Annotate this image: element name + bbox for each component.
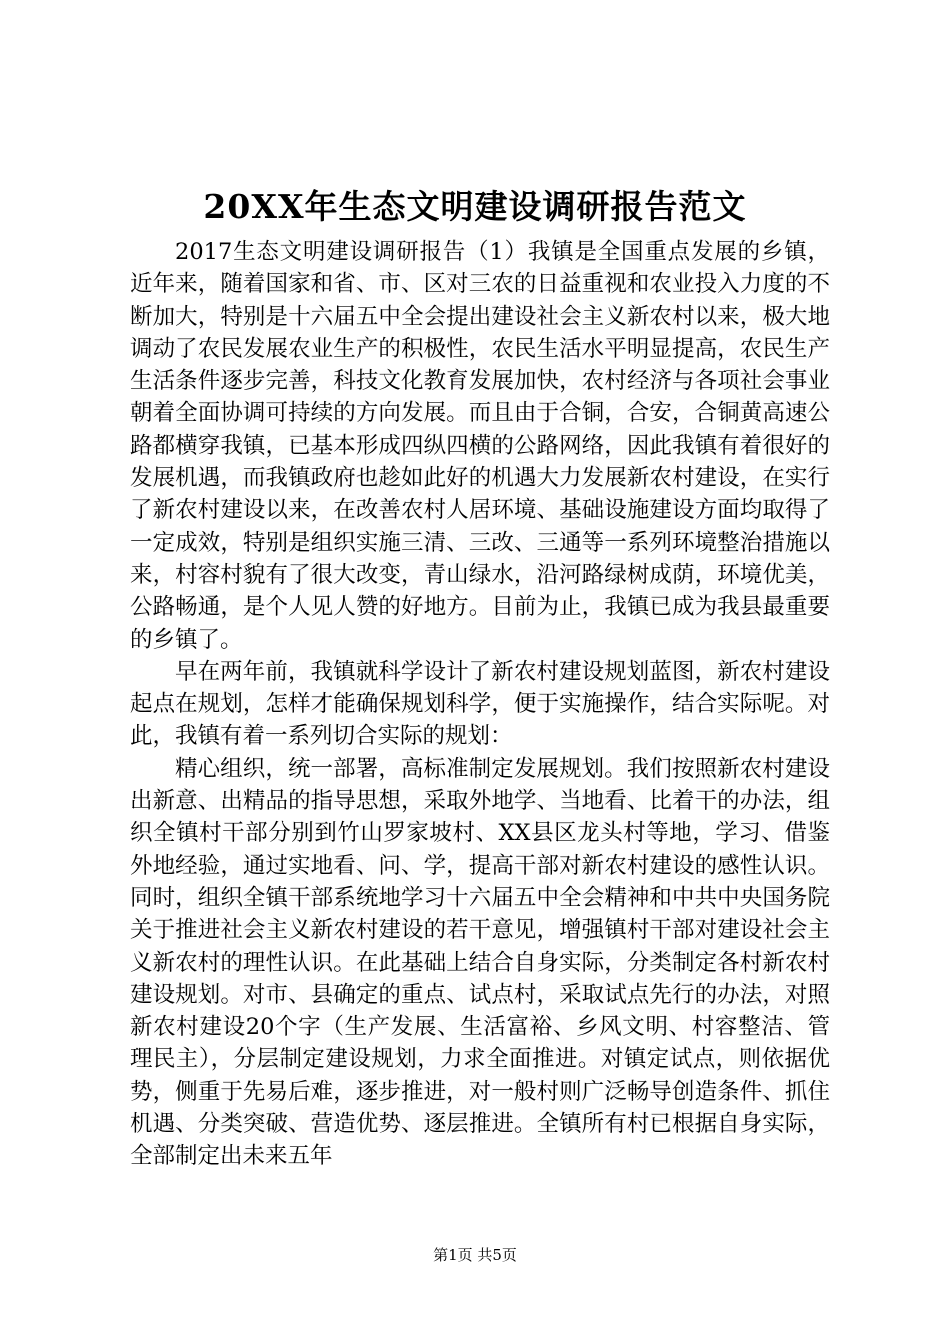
document-body [130,236,830,1173]
paragraph-2: 早在两年前，我镇就科学设计了新农村建设规划蓝图，新农村建设起点在规划，怎样才能确保规划科学，便于实施操作，结合实际呢。对此，我镇有着一系列切合实际的规划： [130,658,830,750]
paragraph-3: 精心组织，统一部署，高标准制定发展规划。我们按照新农村建设出新意、出精品的指导思想，采取外地学、当地看、比着干的办法，组织全镇村干部分别到竹山罗家坡村、XX县区龙头村等地，学习、借鉴外地经验，通过实地看、问、学，提高干部对新农村建设的感性认识。同时，组织全镇干部系统地学习十六届五中全会精神和中共中央国务院关于推进社会主义新农村建设的若干意见，增强镇村干部对建设社会主义新农村的理性认识。在此基础上结合自身实际，分类制定各村新农村建设规划。对市、县确定的重点、试点村，采取试点先行的办法，对照新农村建设20个字（生产发展、生活富裕、乡风文明、村容整洁、管理民主），分层制定建设规划，力求全面推进。对镇定试点，则依据优势，侧重于先易后难，逐步推进，对一般村则广泛畅导创造条件、抓住机遇、分类突破、营造优势、逐层推进。全镇所有村已根据自身实际，全部制定出未来五年 [130,755,830,1170]
paragraph-1: 2017生态文明建设调研报告（1）我镇是全国重点发展的乡镇，近年来，随着国家和省、市、区对三农的日益重视和农业投入力度的不断加大，特别是十六届五中全会提出建设社会主义新农村以来，极大地调动了农民发展农业生产的积极性，农民生活水平明显提高，农民生产生活条件逐步完善，科技文化教育发展加快，农村经济与各项社会事业朝着全面协调可持续的方向发展。而且由于合铜，合安，合铜黄高速公路都横穿我镇，已基本形成四纵四横的公路网络，因此我镇有着很好的发展机遇，而我镇政府也趁如此好的机遇大力发展新农村建设，在实行了新农村建设以来，在改善农村人居环境、基础设施建设方面均取得了一定成效，特别是组织实施三清、三改、三通等一系列环境整治措施以来，村容村貌有了很大改变，青山绿水，沿河路绿树成荫，环境优美，公路畅通，是个人见人赞的好地方。目前为止，我镇已成为我县最重要的乡镇了。 [130,239,830,653]
page-number-footer: 第1页 共5页 [433,1246,517,1264]
document-title: 20XX年生态文明建设调研报告范文 [203,187,747,226]
